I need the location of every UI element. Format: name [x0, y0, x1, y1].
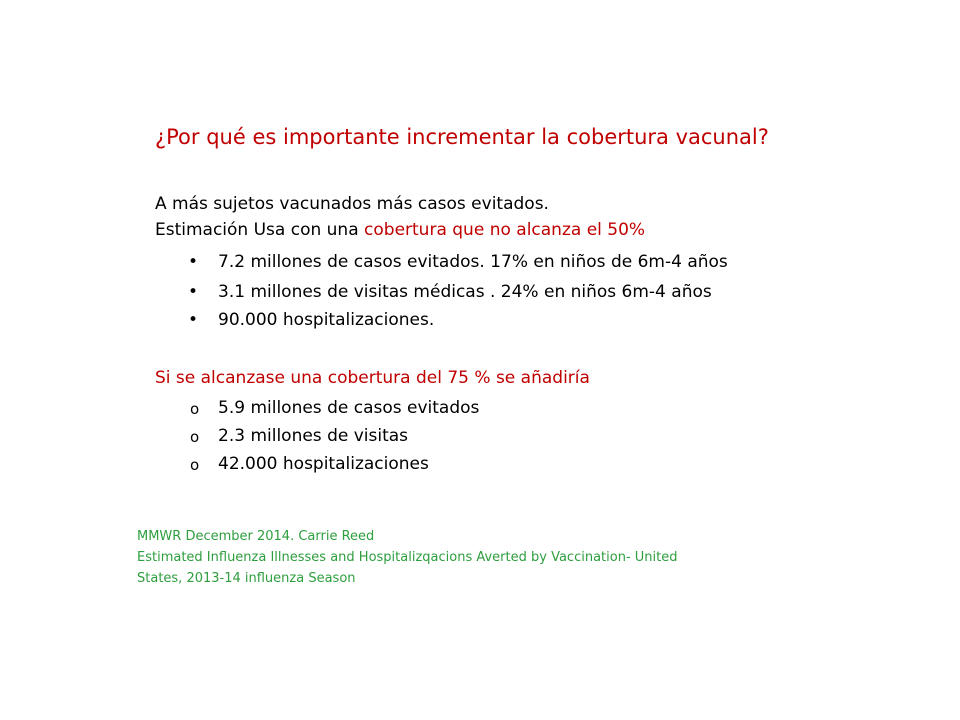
circle-bullet-icon: o [190, 428, 200, 446]
sub-bullet-text: 2.3 millones de visitas [218, 426, 409, 446]
reference-line: States, 2013-14 influenza Season [137, 571, 356, 586]
circle-bullet-icon: o [190, 400, 200, 418]
bullet-dot-icon: • [188, 310, 199, 330]
bullet-text: 90.000 hospitalizaciones. [218, 310, 435, 330]
slide-title: ¿Por qué es importante incrementar la cobertura vacunal? [155, 125, 769, 149]
bullet-dot-icon: • [188, 252, 199, 272]
coverage-75-line: Si se alcanzase una cobertura del 75 % se añadiría [155, 368, 590, 388]
bullet-text: 3.1 millones de visitas médicas . 24% en niños 6m-4 años [218, 282, 712, 302]
reference-citation [137, 526, 677, 589]
estimation-line [155, 218, 645, 242]
estimation-line-highlight: cobertura que no alcanza el 50% [364, 220, 646, 240]
bullet-text: 7.2 millones de casos evitados. 17% en niños de 6m-4 años [218, 252, 728, 272]
sub-bullet-text: 42.000 hospitalizaciones [218, 454, 429, 474]
reference-line: Estimated Influenza Illnesses and Hospitalizqacions Averted by Vaccination- United [137, 550, 678, 565]
sub-bullet-text: 5.9 millones de casos evitados [218, 398, 480, 418]
circle-bullet-icon: o [190, 456, 200, 474]
intro-line: A más sujetos vacunados más casos evitados. [155, 194, 549, 214]
reference-line: MMWR December 2014. Carrie Reed [137, 529, 375, 544]
estimation-line-text: Estimación Usa con una [155, 220, 365, 240]
bullet-dot-icon: • [188, 282, 199, 302]
